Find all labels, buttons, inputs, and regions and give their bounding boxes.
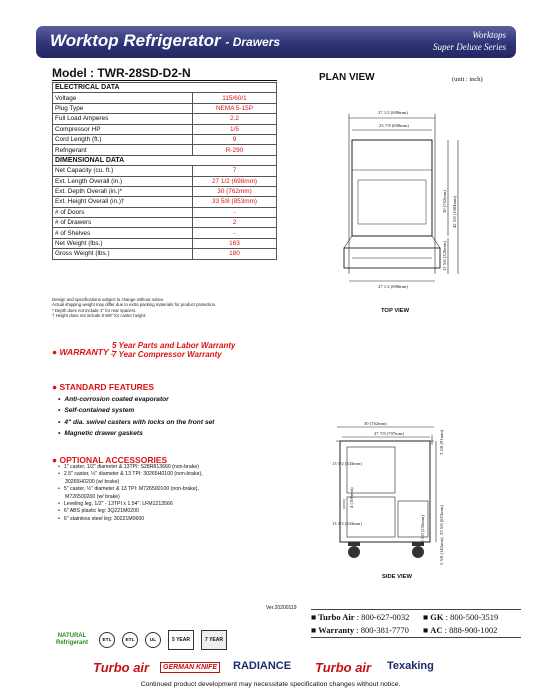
- spec-section-row: [53, 83, 277, 93]
- top-dim-d3: 12 5/8 (320mm): [442, 241, 447, 271]
- spec-section-title: ELECTRICAL DATA: [53, 83, 277, 93]
- list-item: • 1" caster, 1/2" diameter & 13TPI: S28R813660 (non-brake): [58, 464, 203, 471]
- table-row: [53, 166, 277, 176]
- spec-label: Net Weight (lbs.): [53, 238, 193, 248]
- spec-label: Plug Type: [53, 103, 193, 113]
- standard-features-title: ● STANDARD FEATURES: [52, 382, 155, 392]
- spec-value: 33 5/8 (853mm): [193, 197, 277, 207]
- table-row: [53, 249, 277, 259]
- table-row: [53, 124, 277, 134]
- warranty-text: 5 Year Parts and Labor Warranty 7 Year Compressor Warranty: [112, 341, 236, 359]
- spec-label: Refrigerant: [53, 145, 193, 155]
- header-banner: [36, 26, 516, 58]
- side-dim-h2: 13 1/2 (343mm): [332, 461, 362, 466]
- top-dim-w3: 27 1/2 (698mm): [378, 284, 408, 289]
- list-item: • Magnetic drawer gaskets: [58, 428, 214, 439]
- contact-row: ■ Warranty : 800-381-7770 ■ AC : 888-900-1002: [311, 625, 498, 635]
- side-dim-h4: 4 (100mm): [349, 487, 354, 508]
- texaking-logo: Texaking: [387, 660, 434, 672]
- contact-block: [311, 609, 521, 638]
- compressor-badge: 7 YEAR: [201, 630, 227, 650]
- table-row: [53, 228, 277, 238]
- side-dim-d2: 27 7/8 (707mm): [374, 431, 404, 436]
- ul-logo: UL: [145, 632, 161, 648]
- top-view-drawing: [300, 88, 530, 313]
- optional-accessories-list: [58, 464, 203, 523]
- top-view-label: TOP VIEW: [381, 308, 410, 314]
- spec-label: Cord Length (ft.): [53, 134, 193, 144]
- list-item: • 5" caster, ½" diameter & 13 TPI: M726500100 (non-brake), M726500200 (w/ brake): [58, 486, 203, 501]
- top-dim-d2: 42 5/8 (1084mm): [452, 195, 457, 228]
- spec-value: 1/5: [193, 124, 277, 134]
- table-row: [53, 114, 277, 124]
- spec-label: Voltage: [53, 93, 193, 103]
- spec-value: -: [193, 228, 277, 238]
- table-row: [53, 238, 277, 248]
- spec-value: 2.2: [193, 114, 277, 124]
- list-item: • 6" ABS plastic leg: 3Q221M0200: [58, 508, 203, 515]
- german-knife-logo: GERMAN KNIFE: [160, 662, 220, 673]
- natural-refrigerant-logo: NATURAL Refrigerant: [55, 633, 88, 646]
- spec-value: 27 1/2 (698mm): [193, 176, 277, 186]
- side-dim-h3: 13 1/2 (343mm): [332, 521, 362, 526]
- version-label: Ver.20200119: [266, 605, 297, 611]
- spec-value: 7: [193, 166, 277, 176]
- table-row: [53, 176, 277, 186]
- side-dim-h7: 5 5/8 (142mm): [439, 537, 444, 565]
- spec-value: 115/60/1: [193, 93, 277, 103]
- warranty-label: ● WARRANTY :: [52, 347, 114, 357]
- top-dim-w1: 27 1/2 (698mm): [378, 110, 408, 115]
- warranty-badge: 5 YEAR: [168, 630, 194, 650]
- turbo-air-logo-2: Turbo air: [315, 660, 372, 675]
- side-dim-h5: 33 5/8 (853mm): [439, 505, 444, 535]
- spec-value: R-290: [193, 145, 277, 155]
- spec-value: -: [193, 207, 277, 217]
- table-row: [53, 218, 277, 228]
- spec-label: Full Load Amperes: [53, 114, 193, 124]
- side-dim-d1: 30 (762mm): [364, 421, 387, 426]
- list-item: • Leveling leg, 1/2" - 13TPI x 1.54": LFM1213566: [58, 501, 203, 508]
- spec-label: # of Drawers: [53, 218, 193, 228]
- spec-label: # of Doors: [53, 207, 193, 217]
- spec-label: # of Shelves: [53, 228, 193, 238]
- turbo-air-logo: Turbo air: [93, 660, 150, 675]
- spec-value: 30 (762mm): [193, 186, 277, 196]
- table-row: [53, 134, 277, 144]
- table-row: [53, 145, 277, 155]
- standard-features-list: [58, 394, 214, 439]
- brand-logos: [0, 658, 541, 680]
- top-dim-d1: 30 (762mm): [442, 190, 447, 213]
- list-item: • 6" stainless steel leg: 30221M0600: [58, 516, 203, 523]
- spec-label: Ext. Length Overall (in.): [53, 176, 193, 186]
- certification-logos: [52, 624, 274, 656]
- spec-value: 9: [193, 134, 277, 144]
- top-dim-w2: 23 7/8 (608mm): [379, 123, 409, 128]
- spec-label: Compressor HP: [53, 124, 193, 134]
- spec-label: Ext. Depth Overall (in.)*: [53, 186, 193, 196]
- page-title: Worktop Refrigerator - Drawers: [50, 31, 281, 50]
- list-item: • Anti-corrosion coated evaporator: [58, 394, 214, 405]
- table-row: [53, 186, 277, 196]
- spec-label: Net Capacity (cu. ft.): [53, 166, 193, 176]
- side-dim-h6: 10 1/8 (256mm): [420, 515, 425, 545]
- spec-value: NEMA 5-15P: [193, 103, 277, 113]
- spec-value: 163: [193, 238, 277, 248]
- series-label: Worktops Super Deluxe Series: [433, 30, 506, 52]
- spec-section-title: DIMENSIONAL DATA: [53, 155, 277, 165]
- table-row: [53, 197, 277, 207]
- table-row: [53, 207, 277, 217]
- table-row: [53, 93, 277, 103]
- list-item: • 2.5" caster, ½" diameter & 13 TPI: 30265H0100 (non-brake), 30265H0200 (w/ brake): [58, 471, 203, 486]
- etl-sanitation-logo: ETL: [122, 632, 138, 648]
- list-item: • Self-contained system: [58, 405, 214, 416]
- side-dim-h1: 3 5/8 (91mm): [439, 429, 444, 455]
- spec-label: Gross Weight (lbs.): [53, 249, 193, 259]
- spec-value: 2: [193, 218, 277, 228]
- side-view-label: SIDE VIEW: [382, 574, 412, 580]
- radiance-logo: RADIANCE: [233, 660, 292, 672]
- etl-logo: ETL: [99, 632, 115, 648]
- optional-accessories-title: ● OPTIONAL ACCESSORIES: [52, 455, 168, 465]
- spec-section-row: [53, 155, 277, 165]
- table-row: [53, 103, 277, 113]
- footer-disclaimer: Continued product development may necessitate specification changes without notice.: [140, 681, 401, 688]
- spec-label: Ext. Height Overall (in.)†: [53, 197, 193, 207]
- plan-view-title: PLAN VIEW: [319, 72, 375, 83]
- model-number: Model : TWR-28SD-D2-N: [52, 66, 191, 80]
- spec-table: [52, 82, 277, 260]
- list-item: • 4" dia. swivel casters with locks on the front set: [58, 417, 214, 428]
- side-view-drawing: [300, 415, 530, 575]
- spec-value: 180: [193, 249, 277, 259]
- model-divider: [52, 80, 277, 81]
- unit-label: (unit : inch): [452, 76, 483, 83]
- contact-row: ■ Turbo Air : 800-627-0032 ■ GK : 800-500-3519: [311, 612, 499, 622]
- spec-notes: Design and specifications subject to change without notice. Actual shipping weight may differ due to extra packing materials for product protection. * Depth does not include 1" for rear spacers. † Height does not include 5-5/8" for caster height.: [52, 297, 217, 319]
